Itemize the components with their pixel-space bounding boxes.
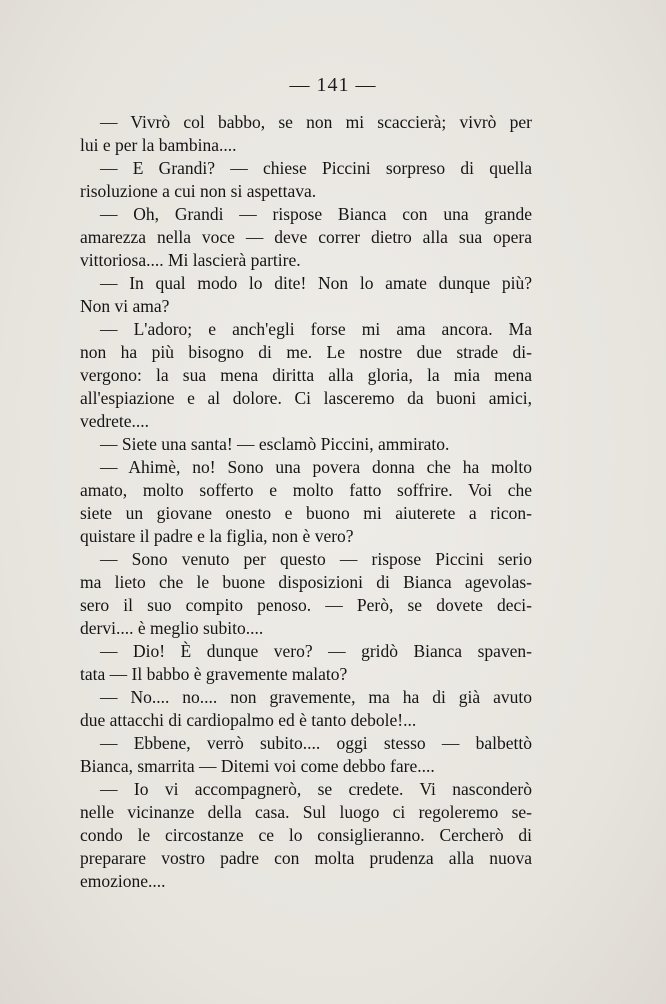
text-line: — Sono venuto per questo — rispose Piccini serio bbox=[100, 549, 532, 569]
text-line: dervi.... è meglio subito.... bbox=[80, 618, 264, 638]
text-line: Non vi ama? bbox=[80, 296, 170, 316]
text-line: vedrete.... bbox=[80, 411, 149, 431]
text-line: all'espiazione e al dolore. Ci lasceremo da buoni amici, bbox=[80, 388, 532, 408]
text-line: — No.... no.... non gravemente, ma ha di già avuto bbox=[100, 687, 532, 707]
text-line: — L'adoro; e anch'egli forse mi ama ancora. Ma bbox=[100, 319, 532, 339]
text-line: siete un giovane onesto e buono mi aiuterete a ricon- bbox=[80, 503, 532, 523]
text-line: risoluzione a cui non si aspettava. bbox=[80, 181, 317, 201]
text-line: — Ebbene, verrò subito.... oggi stesso — balbettò bbox=[100, 733, 532, 753]
text-line: amato, molto sofferto e molto fatto soffrire. Voi che bbox=[80, 480, 532, 500]
text-line: — Oh, Grandi — rispose Bianca con una grande bbox=[100, 204, 532, 224]
text-line: — In qual modo lo dite! Non lo amate dunque più? bbox=[100, 273, 532, 293]
text-line: — Io vi accompagnerò, se credete. Vi nasconderò bbox=[100, 779, 532, 799]
text-line: vergono: la sua mena diritta alla gloria, la mia mena bbox=[80, 365, 532, 385]
text-line: — Ahimè, no! Sono una povera donna che ha molto bbox=[100, 457, 532, 477]
text-line: — E Grandi? — chiese Piccini sorpreso di quella bbox=[100, 158, 532, 178]
text-line: tata — Il babbo è gravemente malato? bbox=[80, 664, 348, 684]
text-line: non ha più bisogno di me. Le nostre due strade di- bbox=[80, 342, 532, 362]
text-line: — Dio! È dunque vero? — gridò Bianca spaven- bbox=[100, 641, 532, 661]
text-line: lui e per la bambina.... bbox=[80, 135, 237, 155]
text-line: nelle vicinanze della casa. Sul luogo ci regoleremo se- bbox=[80, 802, 532, 822]
text-line: emozione.... bbox=[80, 871, 166, 891]
text-line: — Vivrò col babbo, se non mi scaccierà; vivrò per bbox=[100, 112, 532, 132]
text-line: Bianca, smarrita — Ditemi voi come debbo fare.... bbox=[80, 756, 435, 776]
text-line: vittoriosa.... Mi lascierà partire. bbox=[80, 250, 301, 270]
text-line: due attacchi di cardiopalmo ed è tanto debole!... bbox=[80, 710, 417, 730]
text-line: condo le circostanze ce lo consiglieranno. Cercherò di bbox=[80, 825, 532, 845]
text-line: sero il suo compito penoso. — Però, se dovete deci- bbox=[80, 595, 532, 615]
body-text bbox=[80, 111, 532, 893]
text-line: quistare il padre e la figlia, non è vero? bbox=[80, 526, 354, 546]
text-line: ma lieto che le buone disposizioni di Bianca agevolas- bbox=[80, 572, 532, 592]
text-line: preparare vostro padre con molta prudenza alla nuova bbox=[80, 848, 532, 868]
page-number: — 141 — bbox=[289, 74, 377, 96]
text-line: — Siete una santa! — esclamò Piccini, ammirato. bbox=[100, 434, 450, 454]
text-line: amarezza nella voce — deve correr dietro alla sua opera bbox=[80, 227, 532, 247]
